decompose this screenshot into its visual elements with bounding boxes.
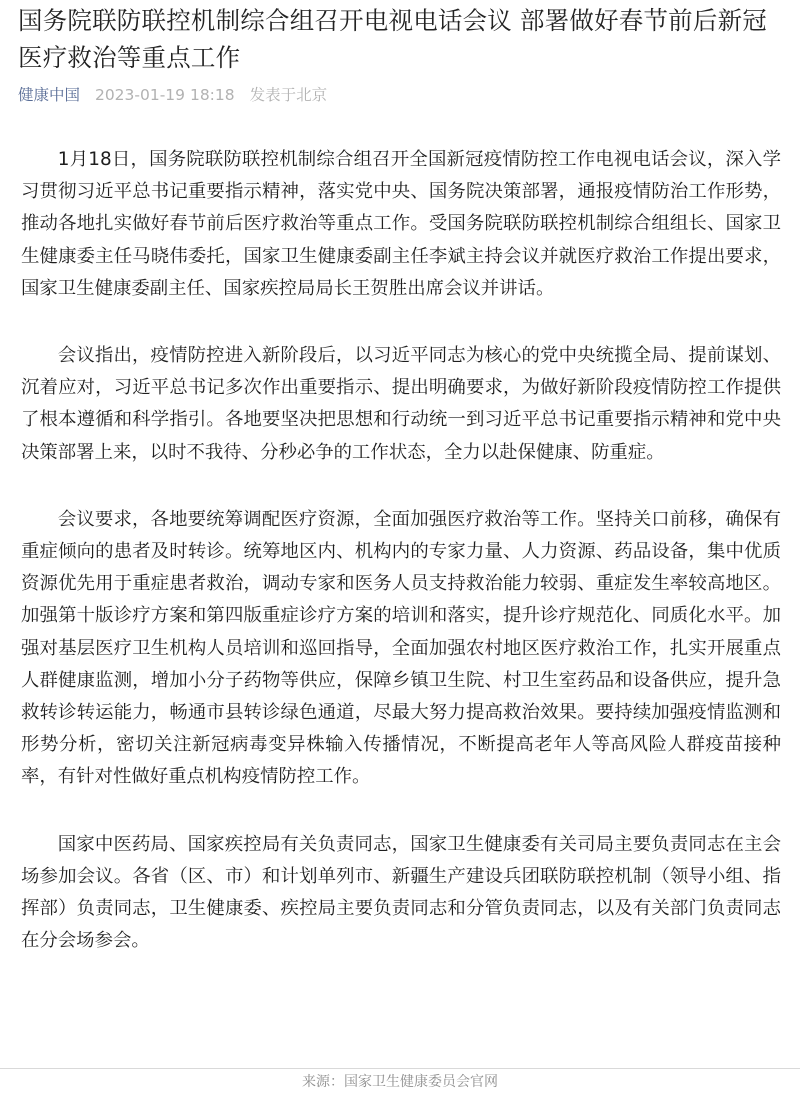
article-title: 国务院联防联控机制综合组召开电视电话会议 部署做好春节前后新冠医疗救治等重点工作 <box>18 6 767 72</box>
publish-location: 发表于北京 <box>249 86 328 104</box>
article-meta <box>18 84 327 106</box>
paragraph: 1月18日，国务院联防联控机制综合组召开全国新冠疫情防控工作电视电话会议，深入学习贯彻习近平总书记重要指示精神，落实党中央、国务院决策部署，通报疫情防治工作形势，推动各地扎实做好春节前后医疗救治等重点工作。受国务院联防联控机制综合组组长、国家卫生健康委主任马晓伟委托，国家卫生健康委副主任李斌主持会议并就医疗救治工作提出要求，国家卫生健康委副主任、国家疾控局局长王贺胜出席会议并讲话。 <box>21 149 781 299</box>
source-divider <box>0 1068 800 1069</box>
account-name-link[interactable]: 健康中国 <box>18 86 81 104</box>
source-credit: 来源：国家卫生健康委员会官网 <box>302 1074 498 1090</box>
paragraph: 国家中医药局、国家疾控局有关负责同志，国家卫生健康委有关司局主要负责同志在主会场参加会议。各省（区、市）和计划单列市、新疆生产建设兵团联防联控机制（领导小组、指挥部）负责同志，卫生健康委、疾控局主要负责同志和分管负责同志，以及有关部门负责同志在分会场参会。 <box>21 833 781 952</box>
paragraph: 会议指出，疫情防控进入新阶段后，以习近平同志为核心的党中央统揽全局、提前谋划、沉着应对，习近平总书记多次作出重要指示、提出明确要求，为做好新阶段疫情防控工作提供了根本遵循和科学指引。各地要坚决把思想和行动统一到习近平总书记重要指示精神和党中央决策部署上来，以时不我待、分秒必争的工作状态，全力以赴保健康、防重症。 <box>21 345 781 463</box>
paragraph: 会议要求，各地要统筹调配医疗资源，全面加强医疗救治等工作。坚持关口前移，确保有重症倾向的患者及时转诊。统筹地区内、机构内的专家力量、人力资源、药品设备，集中优质资源优先用于重症患者救治，调动专家和医务人员支持救治能力较弱、重症发生率较高地区。加强第十版诊疗方案和第四版重症诊疗方案的培训和落实，提升诊疗规范化、同质化水平。加强对基层医疗卫生机构人员培训和巡回指导，全面加强农村地区医疗救治工作，扎实开展重点人群健康监测，增加小分子药物等供应，保障乡镇卫生院、村卫生室药品和设备供应，提升急救转诊转运能力，畅通市县转诊绿色通道，尽最大努力提高救治效果。要持续加强疫情监测和形势分析，密切关注新冠病毒变异株输入传播情况，不断提高老年人等高风险人群疫苗接种率，有针对性做好重点机构疫情防控工作。 <box>21 508 781 788</box>
article-body <box>21 144 781 992</box>
publish-date: 2023-01-19 18:18 <box>94 86 235 104</box>
